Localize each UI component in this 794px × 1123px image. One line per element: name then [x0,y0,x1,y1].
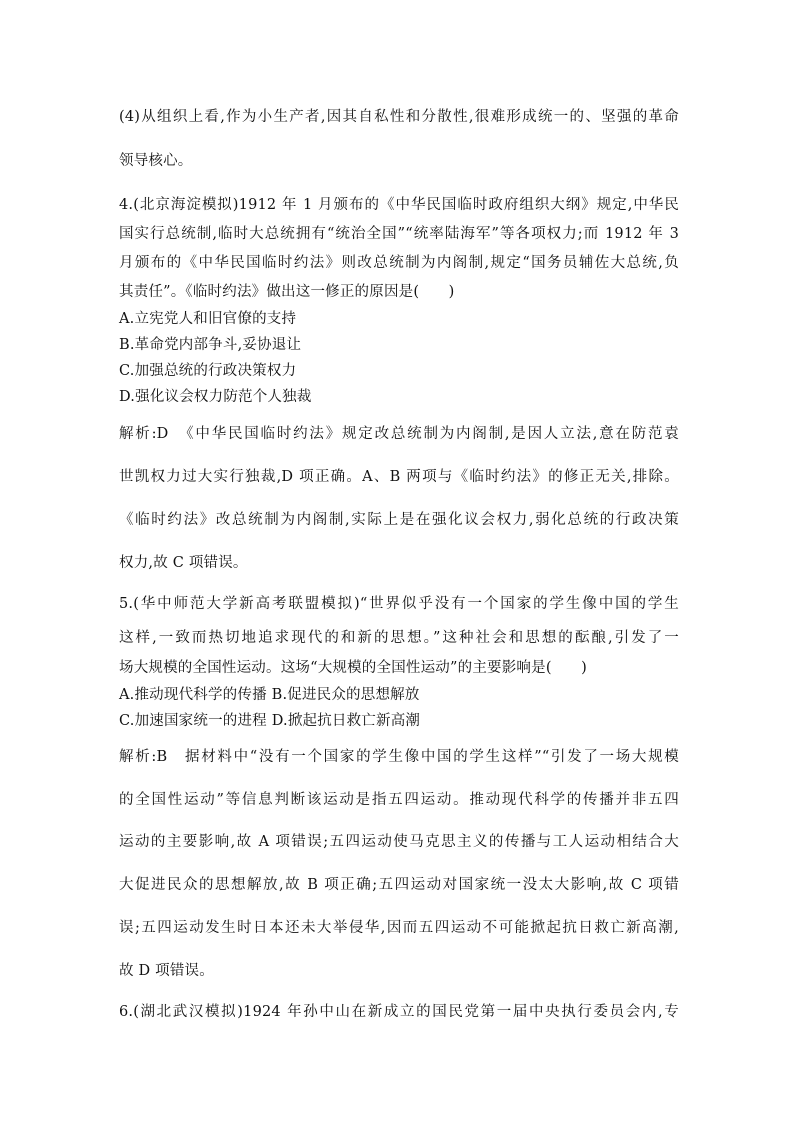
q4-analysis-line3: 《临时约法》改总统制为内阁制,实际上是在强化议会权力,弱化总统的行政决策 [119,512,679,528]
q5-options-row1: A.推动现代科学的传播 B.促进民众的思想解放 [119,687,420,703]
q5-analysis-line5: 误;五四运动发生时日本还未大举侵华,因而五四运动不可能掀起抗日救亡新高潮, [119,920,679,936]
q4-stem-line2: 国实行总统制,临时大总统拥有“统治全国”“统率陆海军”等各项权力;而 1912 年 3 [119,226,679,242]
q4-stem-line3: 月颁布的《中华民国临时约法》则改总统制为内阁制,规定“国务员辅佐大总统,负 [119,255,679,271]
q5-analysis-line6: 故 D 项错误。 [119,963,214,979]
q5-stem-line2: 这样,一致而热切地追求现代的和新的思想。”这种社会和思想的酝酿,引发了一 [119,630,679,646]
q5-options-row2: C.加速国家统一的进程 D.掀起抗日救亡新高潮 [119,713,421,729]
q4-stem-line4: 其责任”。《临时约法》做出这一修正的原因是( ) [119,284,455,300]
q4-option-b: B.革命党内部争斗,妥协退让 [119,337,302,353]
point4-line2: 领导核心。 [119,153,193,169]
q5-analysis-line4: 大促进民众的思想解放,故 B 项正确;五四运动对国家统一没太大影响,故 C 项错 [119,877,679,893]
q4-stem-line1: 4.(北京海淀模拟)1912 年 1 月颁布的《中华民国临时政府组织大纲》规定,中华民 [119,197,679,213]
q4-option-c: C.加强总统的行政决策权力 [119,363,297,379]
q5-analysis-line2: 的全国性运动”等信息判断该运动是指五四运动。推动现代科学的传播并非五四 [119,792,679,808]
q5-stem-line1: 5.(华中师范大学新高考联盟模拟)“世界似乎没有一个国家的学生像中国的学生 [119,596,679,612]
q4-option-a: A.立宪党人和旧官僚的支持 [119,311,297,327]
q5-analysis-line3: 运动的主要影响,故 A 项错误;五四运动使马克思主义的传播与工人运动相结合大 [119,834,679,850]
q4-option-d: D.强化议会权力防范个人独裁 [119,389,312,405]
point4-line1: (4)从组织上看,作为小生产者,因其自私性和分散性,很难形成统一的、坚强的革命 [119,109,679,125]
q4-analysis-line4: 权力,故 C 项错误。 [119,555,248,571]
q5-stem-line3: 场大规模的全国性运动。这场“大规模的全国性运动”的主要影响是( ) [119,660,587,676]
q5-analysis-line1: 解析:B 据材料中“没有一个国家的学生像中国的学生这样”“引发了一场大规模 [119,749,679,765]
q6-stem-line1: 6.(湖北武汉模拟)1924 年孙中山在新成立的国民党第一届中央执行委员会内,专 [119,1004,679,1020]
q4-analysis-line2: 世凯权力过大实行独裁,D 项正确。A、B 两项与《临时约法》的修正无关,排除。 [119,469,679,485]
q4-analysis-line1: 解析:D 《中华民国临时约法》规定改总统制为内阁制,是因人立法,意在防范袁 [119,426,679,442]
